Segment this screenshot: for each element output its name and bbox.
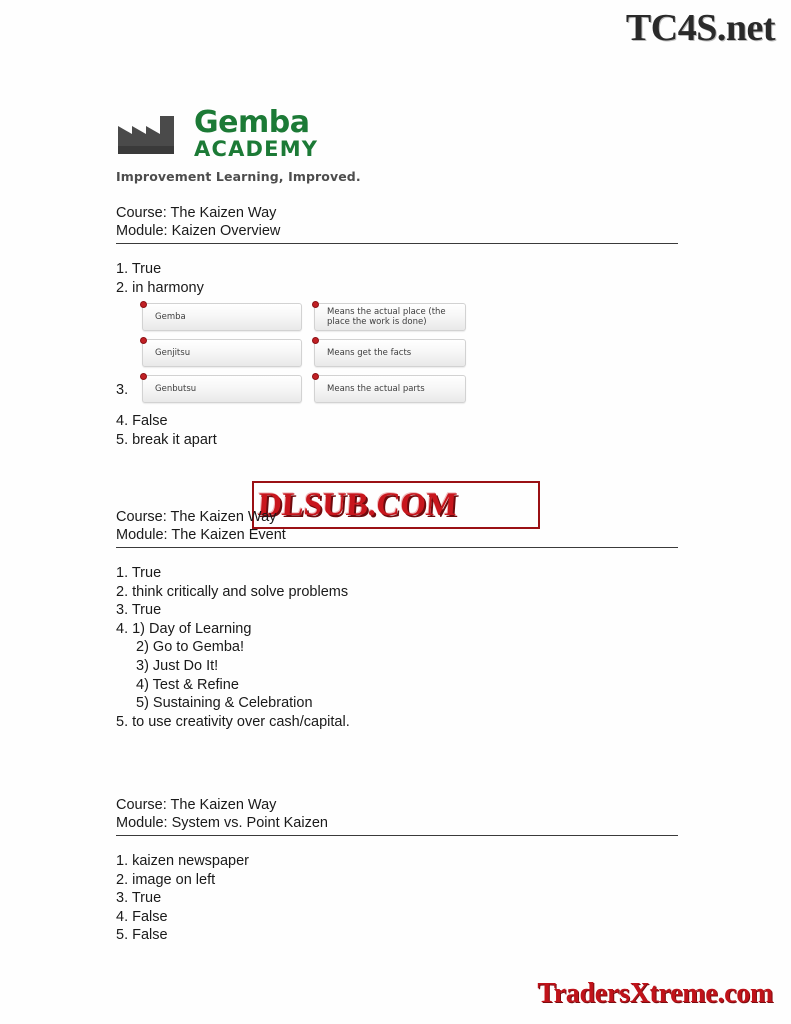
match-row (142, 375, 466, 403)
course-title: Course: The Kaizen Way (116, 509, 277, 525)
watermark-tc4s: TC4S.net (625, 7, 775, 49)
answer-sub-item: 4) Test & Refine (136, 676, 239, 693)
module-title: Module: The Kaizen Event (116, 527, 286, 543)
answer-item: 1. True (116, 261, 162, 277)
match-definition-label: Means the actual parts (327, 384, 425, 395)
answer-item: 2. image on left (116, 871, 216, 888)
answer-item: 1. True (116, 565, 162, 581)
answer-list (116, 852, 678, 945)
answer-item: 5. to use creativity over cash/capital. (116, 713, 350, 730)
section-divider (116, 835, 678, 836)
connector-dot-icon (312, 337, 319, 344)
section-divider (116, 547, 678, 548)
answer-item: 5. break it apart (116, 431, 217, 448)
answer-item-number: 3. (116, 382, 129, 399)
connector-dot-icon (140, 373, 147, 380)
answer-item: 2. in harmony (116, 279, 204, 296)
answer-item: 4. False (116, 908, 168, 925)
module-title: Module: System vs. Point Kaizen (116, 815, 328, 831)
match-term-label: Genbutsu (155, 384, 197, 395)
section-divider (116, 243, 678, 244)
logo-title: Gemba (194, 105, 310, 140)
match-term-label: Gemba (155, 312, 186, 323)
answer-item: 1. kaizen newspaper (116, 853, 249, 869)
answer-item: 3. True (116, 602, 162, 619)
logo-subtitle: ACADEMY (194, 137, 319, 161)
course-title: Course: The Kaizen Way (116, 797, 277, 813)
connector-dot-icon (312, 373, 319, 380)
watermark-dlsub: DLSUB.COM (256, 487, 459, 523)
course-title: Course: The Kaizen Way (116, 205, 277, 221)
answer-item: 4. False (116, 413, 168, 430)
connector-dot-icon (140, 301, 147, 308)
factory-icon (116, 112, 186, 152)
section-system-vs-point-kaizen (116, 796, 678, 945)
answer-sub-item: 5) Sustaining & Celebration (136, 695, 313, 712)
gemba-academy-logo (116, 105, 436, 184)
match-term-label: Genjitsu (155, 348, 191, 359)
answer-item: 4. 1) Day of Learning (116, 620, 252, 637)
section-kaizen-event (116, 508, 678, 731)
match-definition[interactable] (314, 339, 466, 367)
match-definition[interactable] (314, 303, 466, 331)
match-term[interactable] (142, 375, 302, 403)
answer-sub-item: 3) Just Do It! (136, 657, 219, 674)
match-definition[interactable] (314, 375, 466, 403)
watermark-tradersxtreme: TradersXtreme.com (537, 978, 773, 1009)
answer-list (116, 564, 678, 731)
match-definition-label: Means the actual place (the place the work is done) (327, 307, 446, 328)
answer-item: 3. True (116, 890, 162, 907)
answer-list (116, 260, 678, 449)
match-term[interactable] (142, 339, 302, 367)
matching-question (116, 303, 678, 408)
section-kaizen-overview (116, 204, 678, 449)
match-term[interactable] (142, 303, 302, 331)
answer-item: 2. think critically and solve problems (116, 583, 349, 600)
answer-item: 5. False (116, 927, 168, 944)
module-title: Module: Kaizen Overview (116, 223, 281, 239)
match-row (142, 339, 466, 367)
connector-dot-icon (140, 337, 147, 344)
answer-sub-item: 2) Go to Gemba! (136, 639, 244, 656)
logo-tagline: Improvement Learning, Improved. (116, 169, 361, 184)
match-row (142, 303, 466, 331)
match-definition-label: Means get the facts (327, 348, 412, 359)
